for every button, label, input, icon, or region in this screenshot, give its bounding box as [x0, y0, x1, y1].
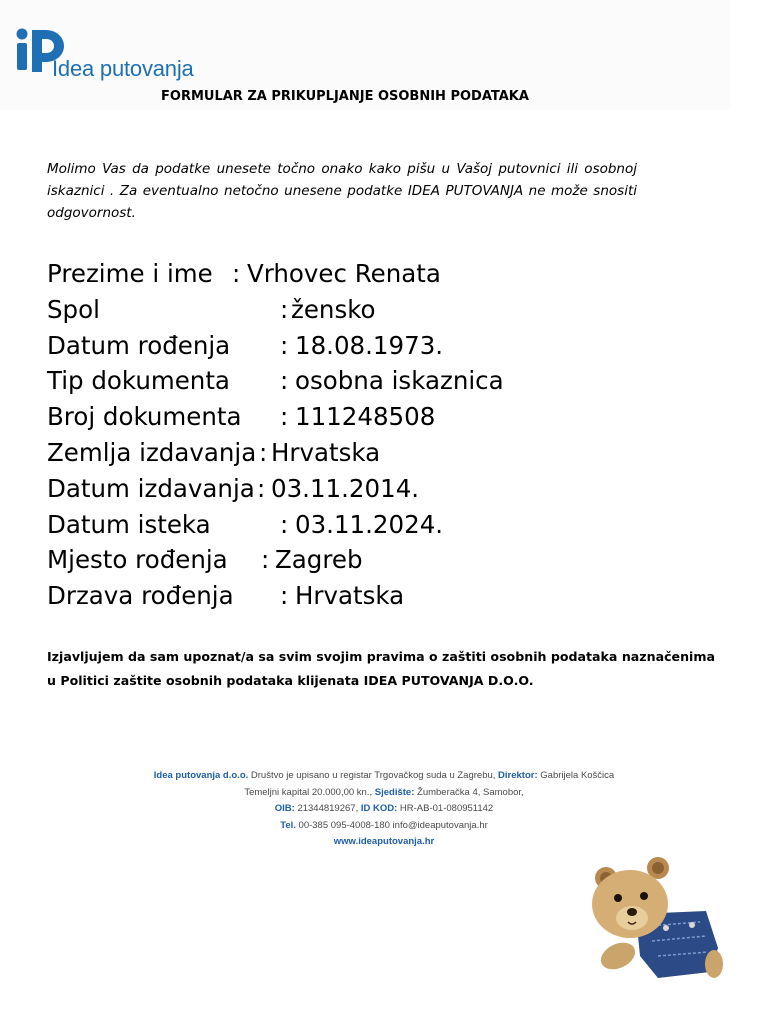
footer-line-contact — [0, 818, 768, 835]
field-label: Datum rođenja — [47, 330, 231, 360]
field-label: Broj dokumenta — [47, 402, 242, 432]
field-row-sex — [47, 292, 727, 328]
footer-tel: 00-385 095-4008-180 info@ideaputovanja.hr — [298, 819, 488, 831]
footer-line-web — [0, 834, 768, 851]
field-label: Mjesto rođenja — [47, 545, 228, 575]
footer-capital: Temeljni kapital 20.000,00 kn., — [244, 786, 373, 798]
field-colon: : — [280, 294, 289, 324]
footer-director: Gabrijela Koščica — [540, 770, 615, 781]
footer-seat: Žumberačka 4, Samobor, — [417, 786, 524, 798]
field-colon: : — [259, 437, 268, 467]
footer-register: Društvo je upisano u registar Trgovačkog suda u Zagrebu, — [250, 770, 496, 781]
field-value: žensko — [291, 294, 376, 324]
field-colon: : — [261, 545, 270, 575]
field-colon: : — [280, 581, 289, 611]
field-label: Prezime i ime — [47, 259, 213, 288]
company-footer — [0, 768, 768, 851]
field-label: Tip dokumenta — [47, 366, 230, 396]
field-label: Drzava rođenja — [47, 581, 234, 611]
field-colon: : — [280, 330, 289, 360]
footer-id-label: ID KOD: — [360, 803, 398, 814]
footer-line-company — [0, 768, 768, 785]
form-title: FORMULAR ZA PRIKUPLJANJE OSOBNIH PODATAKA — [161, 89, 529, 104]
field-row-expiry-date — [47, 507, 727, 543]
logo-name: Idea putovanja — [52, 56, 194, 81]
field-row-document-type — [47, 363, 727, 399]
field-value: 18.08.1973. — [295, 330, 444, 360]
field-label: Spol — [47, 294, 100, 324]
footer-website-link[interactable]: www.ideaputovanja.hr — [333, 836, 435, 847]
footer-oib-label: OIB: — [274, 803, 295, 814]
personal-data-fields — [47, 256, 727, 614]
footer-company-name: Idea putovanja d.o.o. — [153, 770, 249, 781]
field-colon: : — [232, 259, 241, 288]
field-value: Zagreb — [275, 545, 363, 575]
field-row-name — [47, 256, 727, 292]
field-colon: : — [280, 509, 289, 539]
field-colon: : — [280, 402, 289, 432]
field-row-birth-date — [47, 328, 727, 364]
teddy-bear-icon — [588, 856, 723, 981]
consent-statement: Izjavljujem da sam upoznat/a sa svim svojim pravima o zaštiti osobnih podataka naznačenima u Politici zaštite osobnih podataka klijenata IDEA PUTOVANJA D.O.O. — [47, 649, 715, 688]
notice-paragraph: Molimo Vas da podatke unesete točno onako kako pišu u Vašoj putovnici ili osobnoj iskaznici . Za eventualno netočno unesene podatke IDEA PUTOVANJA ne može snositi odgovornost. — [47, 161, 637, 221]
footer-director-label: Direktor: — [498, 770, 538, 781]
field-value: 111248508 — [295, 402, 436, 432]
footer-line-ids — [0, 801, 768, 818]
footer-seat-label: Sjedište: — [374, 786, 415, 798]
field-value: Vrhovec Renata — [247, 259, 441, 288]
field-value: Hrvatska — [271, 437, 381, 467]
field-row-birth-country — [47, 578, 727, 614]
field-label: Datum isteka — [47, 509, 211, 539]
footer-id-code: HR-AB-01-080951142 — [399, 803, 494, 814]
field-value: 03.11.2014. — [271, 473, 420, 503]
footer-oib: 21344819267, — [297, 803, 359, 814]
field-label: Zemlja izdavanja — [47, 437, 257, 467]
field-row-birth-place — [47, 542, 727, 578]
field-value: 03.11.2024. — [295, 509, 444, 539]
footer-tel-label: Tel. — [280, 819, 296, 831]
field-label: Datum izdavanja — [47, 473, 255, 503]
field-row-document-number — [47, 399, 727, 435]
company-logo — [14, 26, 254, 86]
field-colon: : — [280, 366, 289, 396]
field-value: osobna iskaznica — [295, 366, 504, 396]
field-row-issue-date — [47, 471, 727, 507]
field-colon: : — [257, 473, 266, 503]
field-row-issuing-country — [47, 435, 727, 471]
field-value: Hrvatska — [295, 581, 405, 611]
footer-line-capital — [0, 785, 768, 802]
